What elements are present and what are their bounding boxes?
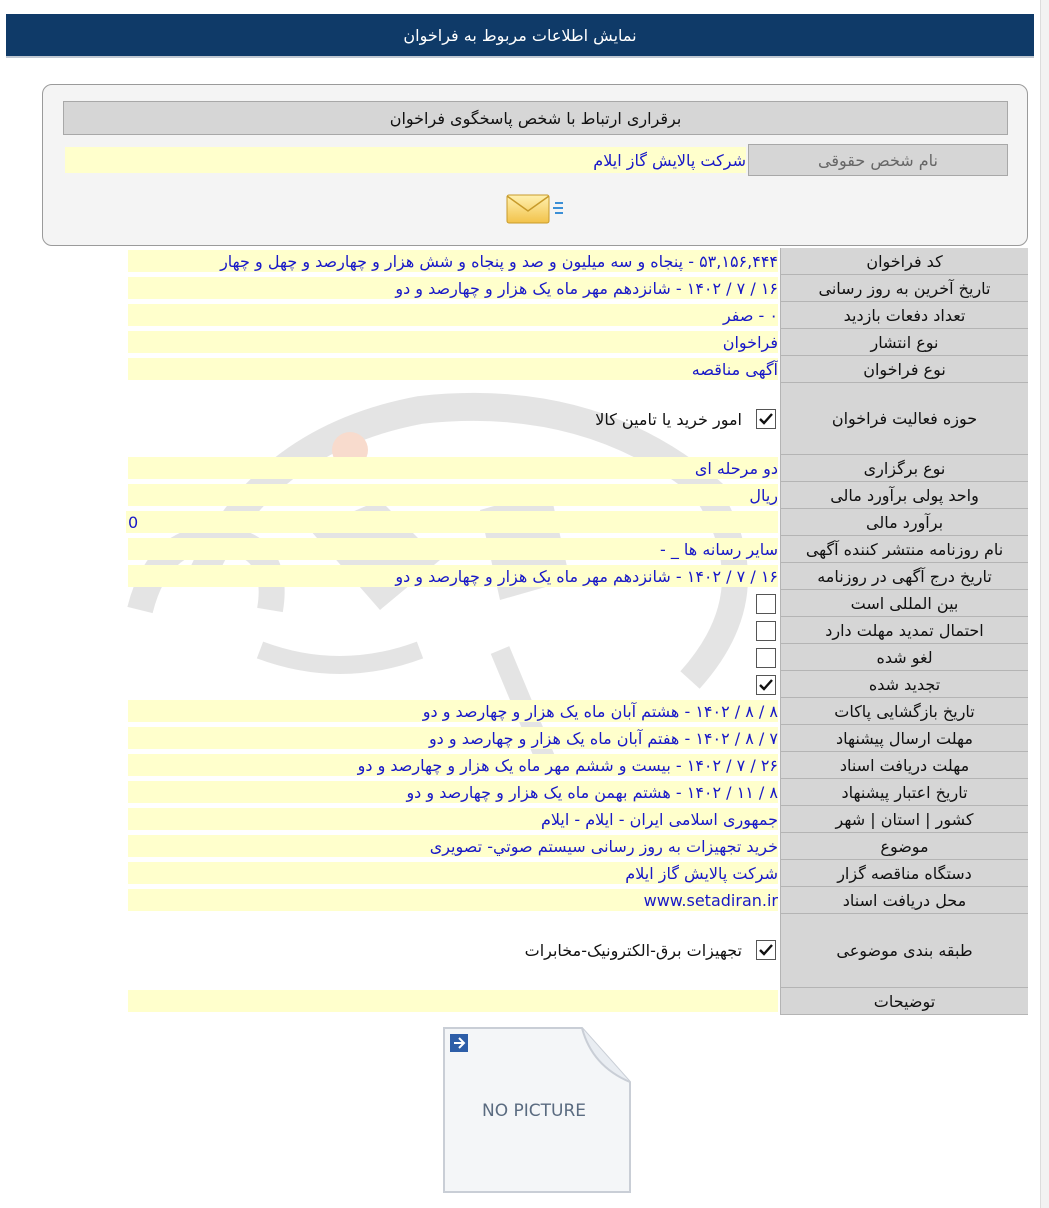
document-link[interactable]: www.setadiran.ir xyxy=(128,889,778,911)
field-label: کد فراخوان xyxy=(780,248,1028,275)
no-picture-placeholder xyxy=(442,1026,632,1194)
field-row xyxy=(128,752,1028,779)
field-row xyxy=(128,725,1028,752)
field-value: جمهوری اسلامی ایران - ایلام - ایلام xyxy=(128,808,778,830)
field-row xyxy=(128,248,1028,275)
checkbox[interactable] xyxy=(756,648,776,668)
field-label: نوع فراخوان xyxy=(780,356,1028,383)
field-value: 0 xyxy=(126,511,778,533)
field-label: تاریخ بازگشایی پاکات xyxy=(780,698,1028,725)
field-row xyxy=(128,509,1028,536)
checkbox[interactable] xyxy=(756,940,776,960)
field-value: آگهی مناقصه xyxy=(128,358,778,380)
field-value: ۱۶ / ۷ / ۱۴۰۲ - شانزدهم مهر ماه یک هزار و چهارصد و دو xyxy=(128,565,778,587)
checkmark-icon xyxy=(758,677,774,693)
field-value: شرکت پالایش گاز ایلام xyxy=(128,862,778,884)
field-row xyxy=(128,536,1028,563)
field-row xyxy=(128,887,1028,914)
field-row xyxy=(128,644,1028,671)
field-value: ۷ / ۸ / ۱۴۰۲ - هفتم آبان ماه یک هزار و چهارصد و دو xyxy=(128,727,778,749)
field-label: موضوع xyxy=(780,833,1028,860)
field-label: نوع برگزاری xyxy=(780,455,1028,482)
field-label: دستگاه مناقصه گزار xyxy=(780,860,1028,887)
checkmark-icon xyxy=(758,942,774,958)
contact-heading xyxy=(63,101,1008,135)
legal-entity-label-text: نام شخص حقوقی xyxy=(818,150,938,170)
field-row xyxy=(128,302,1028,329)
field-label: نام روزنامه منتشر کننده آگهی xyxy=(780,536,1028,563)
field-value: دو مرحله ای xyxy=(128,457,778,479)
field-value xyxy=(128,990,778,1012)
field-value: ۸ / ۸ / ۱۴۰۲ - هشتم آبان ماه یک هزار و چهارصد و دو xyxy=(128,700,778,722)
field-label: لغو شده xyxy=(780,644,1028,671)
field-label: توضیحات xyxy=(780,988,1028,1015)
checkbox-cell xyxy=(128,646,778,670)
field-label: واحد پولی برآورد مالی xyxy=(780,482,1028,509)
checkbox-cell xyxy=(128,592,778,616)
field-row xyxy=(128,779,1028,806)
field-value: ۲۶ / ۷ / ۱۴۰۲ - بیست و ششم مهر ماه یک هزار و چهارصد و دو xyxy=(128,754,778,776)
checkbox-cell xyxy=(128,619,778,643)
page-header xyxy=(6,14,1034,58)
field-label: طبقه بندی موضوعی xyxy=(780,914,1028,988)
checkbox-cell xyxy=(128,407,778,431)
field-row xyxy=(128,383,1028,455)
field-row xyxy=(128,617,1028,644)
field-row xyxy=(128,563,1028,590)
field-row xyxy=(128,482,1028,509)
no-picture-text: NO PICTURE xyxy=(481,1101,587,1121)
field-value: سایر رسانه ها _ - xyxy=(128,538,778,560)
field-label: کشور | استان | شهر xyxy=(780,806,1028,833)
field-label: تاریخ درج آگهی در روزنامه xyxy=(780,563,1028,590)
field-value: ریال xyxy=(128,484,778,506)
field-row xyxy=(128,914,1028,988)
field-label: مهلت دریافت اسناد xyxy=(780,752,1028,779)
field-row xyxy=(128,590,1028,617)
contact-heading-text: برقراری ارتباط با شخص پاسخگوی فراخوان xyxy=(389,108,682,128)
field-label: تجدید شده xyxy=(780,671,1028,698)
legal-entity-label xyxy=(748,144,1008,176)
field-row xyxy=(128,833,1028,860)
field-row xyxy=(128,275,1028,302)
checkbox-cell xyxy=(128,938,778,962)
checkbox[interactable] xyxy=(756,409,776,429)
field-row xyxy=(128,356,1028,383)
field-label: بین المللی است xyxy=(780,590,1028,617)
field-label: تاریخ اعتبار پیشنهاد xyxy=(780,779,1028,806)
field-row xyxy=(128,671,1028,698)
field-label: محل دریافت اسناد xyxy=(780,887,1028,914)
field-value: ۵۳,۱۵۶,۴۴۴ - پنجاه و سه میلیون و صد و پنجاه و شش هزار و چهارصد و چهل و چهار xyxy=(128,250,778,272)
checkbox-label: تجهیزات برق-الکترونیک-مخابرات xyxy=(524,940,742,960)
field-value: ۸ / ۱۱ / ۱۴۰۲ - هشتم بهمن ماه یک هزار و چهارصد و دو xyxy=(128,781,778,803)
vertical-scrollbar[interactable] xyxy=(1040,0,1049,1208)
field-value: فراخوان xyxy=(128,331,778,353)
checkbox-cell xyxy=(128,673,778,697)
field-row xyxy=(128,455,1028,482)
contact-panel xyxy=(42,84,1028,246)
field-label: تاریخ آخرین به روز رسانی xyxy=(780,275,1028,302)
field-value: ۰ - صفر xyxy=(128,304,778,326)
field-label: تعداد دفعات بازدید xyxy=(780,302,1028,329)
field-value: خرید تجهیزات به روز رسانی سیستم صوتي- تصویری xyxy=(128,835,778,857)
checkmark-icon xyxy=(758,411,774,427)
checkbox[interactable] xyxy=(756,621,776,641)
field-label: برآورد مالی xyxy=(780,509,1028,536)
field-row xyxy=(128,329,1028,356)
field-label: نوع انتشار xyxy=(780,329,1028,356)
tender-info-table xyxy=(128,248,1028,1014)
legal-entity-value xyxy=(65,147,746,173)
field-label: احتمال تمدید مهلت دارد xyxy=(780,617,1028,644)
checkbox-label: امور خرید یا تامین کالا xyxy=(595,409,742,429)
field-row xyxy=(128,860,1028,887)
field-label: مهلت ارسال پیشنهاد xyxy=(780,725,1028,752)
checkbox[interactable] xyxy=(756,594,776,614)
field-row xyxy=(128,806,1028,833)
envelope-icon[interactable] xyxy=(505,189,567,229)
field-label: حوزه فعالیت فراخوان xyxy=(780,383,1028,455)
legal-entity-value-text: شرکت پالایش گاز ایلام xyxy=(593,150,746,170)
field-value: ۱۶ / ۷ / ۱۴۰۲ - شانزدهم مهر ماه یک هزار و چهارصد و دو xyxy=(128,277,778,299)
field-row xyxy=(128,698,1028,725)
page-title: نمایش اطلاعات مربوط به فراخوان xyxy=(403,25,637,45)
checkbox[interactable] xyxy=(756,675,776,695)
field-row xyxy=(128,988,1028,1014)
